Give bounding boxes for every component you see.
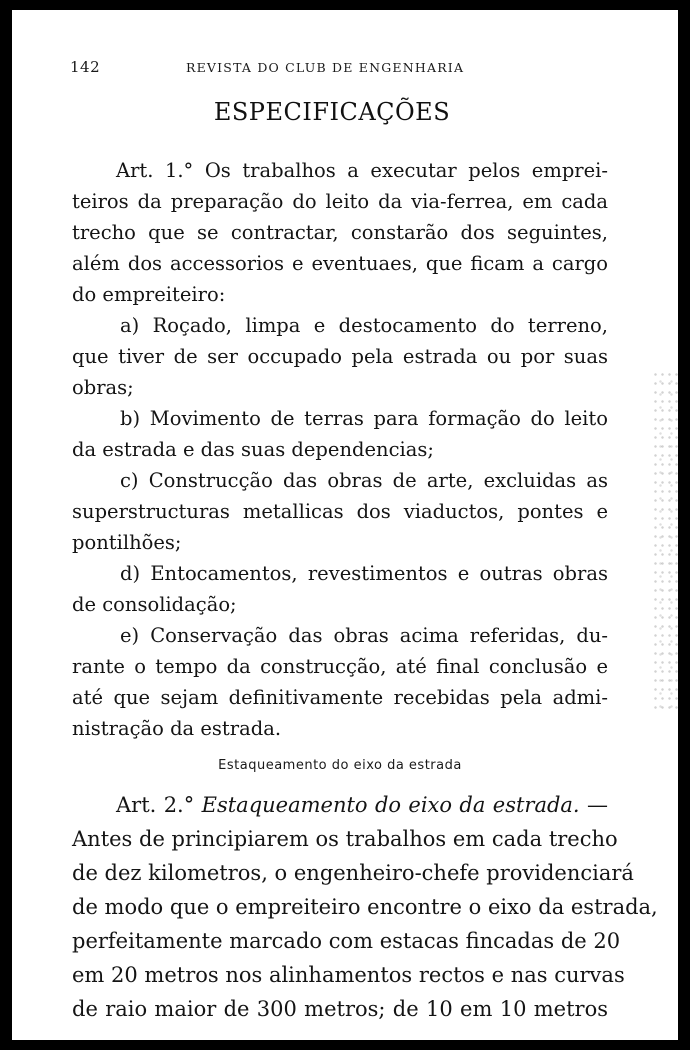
text-line: a) Roçado, limpa e destocamento do terreno,	[120, 314, 608, 337]
section-title: ESPECIFICAÇÕES	[213, 98, 451, 126]
text-line: do empreiteiro:	[72, 283, 226, 306]
article-2-heading-line	[72, 788, 608, 822]
text-line: obras;	[72, 376, 134, 399]
item-a	[72, 310, 608, 403]
text-line: até que sejam definitivamente recebidas pela admi-	[72, 686, 608, 709]
text-line: e) Conservação das obras acima referidas, du-	[120, 624, 608, 647]
text-line: Antes de principiarem os trabalhos em cada trecho	[72, 827, 618, 851]
text-line: perfeitamente marcado com estacas fincadas de 20	[72, 929, 621, 953]
text-line: superstructuras metallicas dos viaductos, pontes e	[72, 500, 608, 523]
article-2	[72, 788, 658, 1026]
text-line: trecho que se contractar, constarão dos seguintes,	[72, 221, 608, 244]
text-line: que tiver de ser occupado pela estrada ou por suas	[72, 345, 608, 368]
item-b	[72, 403, 608, 465]
running-title: REVISTA DO CLUB DE ENGENHARIA	[186, 60, 465, 75]
paper-speckle	[652, 370, 678, 710]
text-line: além dos accessorios e eventuaes, que ficam a cargo	[72, 252, 608, 275]
text-line: em 20 metros nos alinhamentos rectos e nas curvas	[72, 963, 625, 987]
text-line: rante o tempo da construcção, até final conclusão e	[72, 655, 608, 678]
article-2-title: Estaqueamento do eixo da estrada.	[201, 793, 580, 817]
text-line: pontilhões;	[72, 531, 182, 554]
text-line: nistração da estrada.	[72, 717, 282, 740]
article-1	[72, 155, 608, 310]
item-e	[72, 620, 608, 744]
text-line: d) Entocamentos, revestimentos e outras obras	[120, 562, 608, 585]
text-line: c) Construcção das obras de arte, excluidas as	[120, 469, 608, 492]
book-page	[12, 10, 678, 1040]
page-number: 142	[70, 58, 101, 76]
body-text	[72, 155, 658, 1026]
text-line: b) Movimento de terras para formação do leito	[120, 407, 608, 430]
text-line: de consolidação;	[72, 593, 237, 616]
page-header	[12, 58, 678, 80]
article-2-label: Art. 2.°	[116, 793, 195, 817]
item-c	[72, 465, 608, 558]
text-line: teiros da preparação do leito da via-ferrea, em cada	[72, 190, 608, 213]
text-line: de dez kilometros, o engenheiro-chefe providenciará	[72, 861, 634, 885]
text-line: de modo que o empreiteiro encontre o eixo da estrada,	[72, 895, 658, 919]
subheading: Estaqueamento do eixo da estrada	[218, 758, 462, 773]
article-2-dash: —	[587, 793, 609, 817]
text-line: da estrada e das suas dependencias;	[72, 438, 434, 461]
text-line: Art. 1.° Os trabalhos a executar pelos emprei-	[116, 159, 608, 182]
text-line: de raio maior de 300 metros; de 10 em 10 metros	[72, 997, 608, 1021]
item-d	[72, 558, 608, 620]
